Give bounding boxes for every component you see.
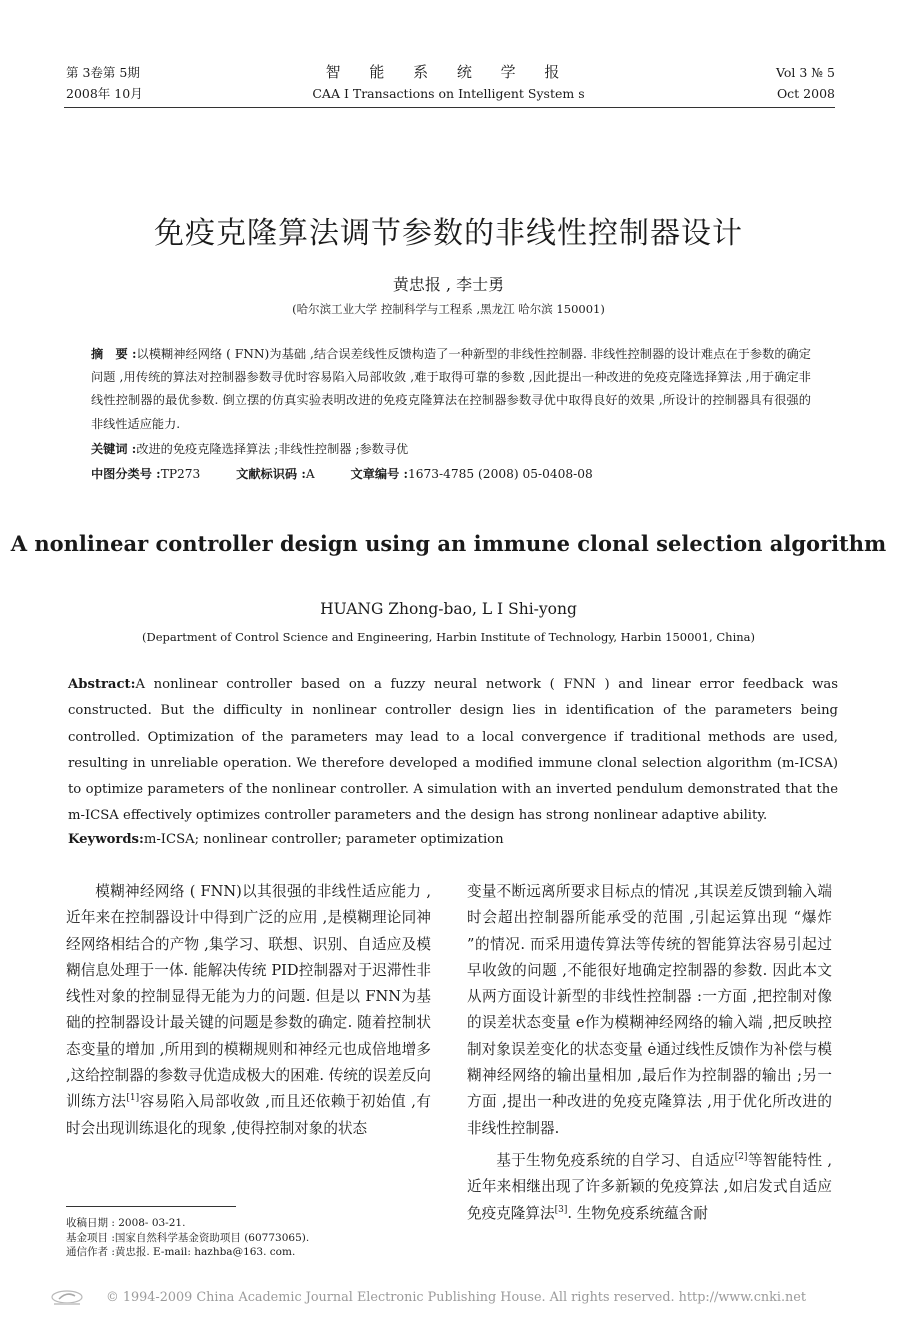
abstract-en (68, 672, 838, 830)
header-right (776, 62, 835, 104)
header-divider (64, 107, 835, 108)
body-paragraph (66, 879, 431, 1142)
copyright-notice: © 1994-2009 China Academic Journal Electronic Publishing House. All rights reserved. http://www.cnki.net (106, 1290, 807, 1305)
header-date-en: Oct 2008 (776, 86, 835, 101)
keywords-cn (91, 440, 408, 457)
keywords-en-label: Keywords: (68, 832, 144, 847)
body-paragraph: 变量不断远离所要求目标点的情况 ,其误差反馈到输入端时会超出控制器所能承受的范围 ,引起运算出现 “爆炸 ”的情况. 而采用遗传算法等传统的智能算法容易引起过早收敛的问题 ,不能很好地确定控制器的参数. 因此本文从两方面设计新型的非线性控制器 :一方面 ,把控制对像的误差状态变量 e作为模糊神经网络的输入端 ,把反映控制对象误差变化的状态变量 ė通过线性反馈作为补偿与模糊神经网络的输出量相加 ,最后作为控制器的输出 ;另一方面 ,提出一种改进的免疫克隆算法 ,用于优化所改进的非线性控制器. (467, 883, 832, 1137)
header-volume-issue: 第 3卷第 5期 (66, 65, 140, 80)
abstract-cn-text: 以模糊神经网络 ( FNN)为基础 ,结合误差线性反馈构造了一种新型的非线性控制器. 非线性控制器的设计难点在于参数的确定问题 ,用传统的算法对控制器参数寻优时容易陷入局部收敛 ,难于取得可靠的参数 ,因此提出一种改进的免疫克隆选择算法 ,用于确定非线性控制器的最优参数. 倒立摆的仿真实验表明改进的免疫克隆算法在控制器参数寻优中取得良好的效果 ,所设计的控制器具有很强的非线性适应能力. (91, 347, 811, 431)
clc-value: TP273 (160, 467, 201, 481)
classification-line (91, 465, 625, 482)
citation-1[interactable]: [1] (126, 1093, 140, 1104)
body-text: 模糊神经网络 ( FNN)以其很强的非线性适应能力 ,近年来在控制器设计中得到广泛的应用 ,是模糊理论同神经网络相结合的产物 ,集学习、联想、识别、自适应及模糊信息处理于一体. 能解决传统 PID控制器对于迟滞性非线性对象的控制显得无能为力的问题. 但是以 FNN为基础的控制器设计最关键的问题是参数的确定. 随着控制状态变量的增加 ,所用到的模糊规则和神经元也成倍地增多 ,这给控制器的参数寻优造成极大的困难. 传统的误差反向训练方法 (66, 883, 431, 1111)
publisher-footer (50, 1288, 847, 1310)
abstract-cn (91, 343, 811, 436)
clc-label: 中图分类号 : (91, 467, 161, 481)
doc-code-value: A (305, 467, 315, 481)
doc-code-label: 文献标识码 : (236, 467, 306, 481)
authors-en: HUANG Zhong-bao, L I Shi-yong (320, 600, 577, 618)
abstract-cn-label: 摘 要 : (91, 347, 137, 361)
body-column-left (66, 879, 431, 1142)
keywords-en-text: m-ICSA; nonlinear controller; parameter optimization (143, 832, 504, 847)
article-no-label: 文章编号 : (350, 467, 409, 481)
keywords-en (68, 832, 504, 847)
body-paragraph (467, 1148, 832, 1227)
article-title-cn: 免疫克隆算法调节参数的非线性控制器设计 (154, 216, 743, 251)
footnote-divider (66, 1206, 236, 1207)
body-text: 基于生物免疫系统的自学习、自适应 (496, 1151, 735, 1169)
citation-2[interactable]: [2] (734, 1152, 748, 1163)
cnki-logo-icon (50, 1290, 84, 1306)
keywords-cn-text: 改进的免疫克隆选择算法 ;非线性控制器 ;参数寻优 (136, 442, 409, 456)
body-text: . 生物免疫系统蕴含耐 (567, 1204, 708, 1222)
body-column-right (467, 879, 832, 1227)
abstract-en-label: Abstract: (68, 677, 136, 692)
article-title-en: A nonlinear controller design using an immune clonal selection algorithm (10, 531, 887, 556)
abstract-en-text: A nonlinear controller based on a fuzzy neural network ( FNN ) and linear error feedback was constructed. But the difficulty in nonlinear controller design lies in identification of the parameters being controlled. Optimization of the parameters may lead to a local convergence if traditional methods are used, resulting in unreliable operation. We therefore developed a modified immune clonal selection algorithm (m-ICSA) to optimize parameters of the nonlinear controller. A simulation with an inverted pendulum demonstrated that the m-ICSA effectively optimizes controller parameters and the design has strong nonlinear adaptive ability. (68, 677, 838, 824)
affiliation-en: (Department of Control Science and Engineering, Harbin Institute of Technology, Harbin 150001, China) (142, 630, 755, 644)
body-text: 等智能特性 ,近年来相继出现了许多新颖的免疫算法 ,如启发式自适应免疫克隆算法 (467, 1151, 832, 1222)
journal-name-en: CAA I Transactions on Intelligent System s (312, 86, 585, 101)
article-no-value: 1673-4785 (2008) 05-0408-08 (408, 467, 593, 481)
header-date: 2008年 10月 (66, 86, 143, 101)
journal-name-cn: 智 能 系 统 学 报 (325, 63, 572, 81)
body-text: 容易陷入局部收敛 ,而且还依赖于初始值 ,有时会出现训练退化的现象 ,使得控制对象的状态 (66, 1093, 431, 1137)
footnote-received: 收稿日期 : 2008- 03-21. (66, 1217, 186, 1229)
affiliation-cn: (哈尔滨工业大学 控制科学与工程系 ,黑龙江 哈尔滨 150001) (292, 302, 605, 316)
header-volume-en: Vol 3 № 5 (775, 65, 835, 80)
authors-cn: 黄忠报 , 李士勇 (392, 275, 505, 294)
footnote-correspondence: 通信作者 :黄忠报. E-mail: hazhba@163. com. (66, 1246, 296, 1258)
keywords-cn-label: 关键词 : (91, 442, 137, 456)
footnote-fund: 基金项目 :国家自然科学基金资助项目 (60773065). (66, 1231, 310, 1244)
footnotes (66, 1216, 309, 1260)
header-center (0, 62, 897, 104)
citation-3[interactable]: [3] (554, 1204, 568, 1215)
